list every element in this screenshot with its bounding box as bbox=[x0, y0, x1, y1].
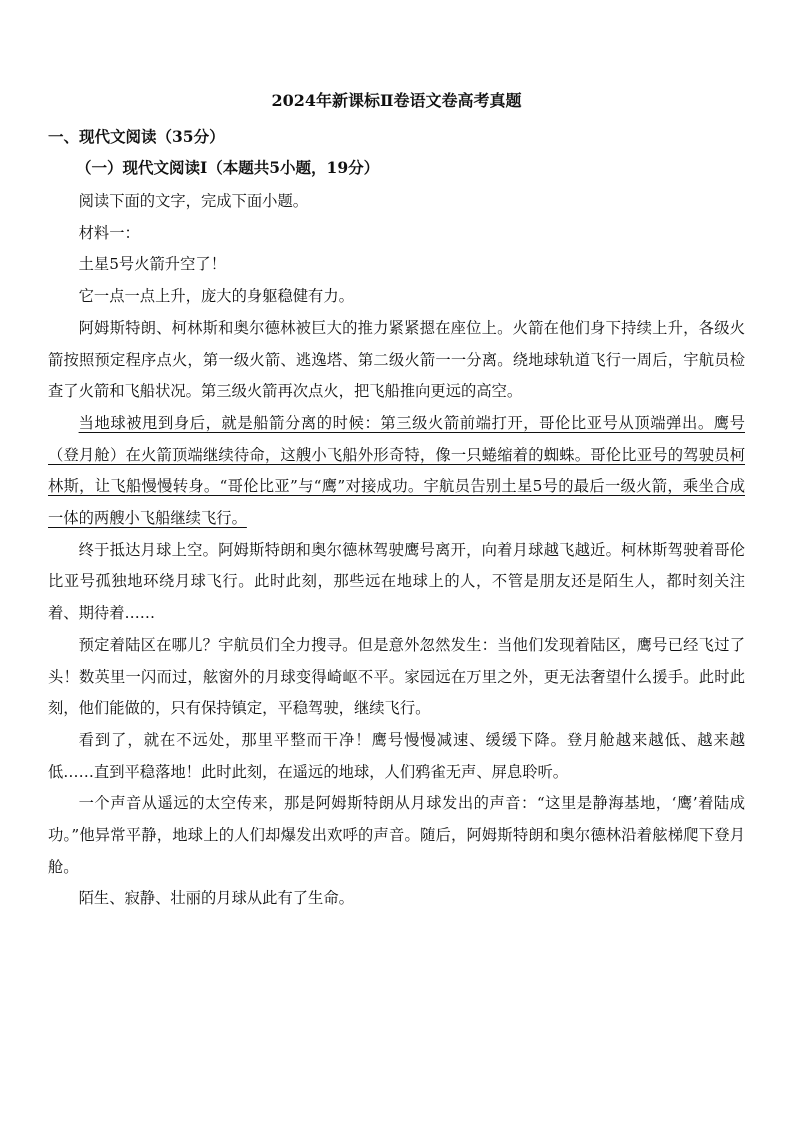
underlined-text: 当地球被甩到身后，就是船箭分离的时候：第三级火箭前端打开，哥伦比亚号从顶端弹出。鹰号（登月舱）在火箭顶端继续待命，这艘小飞船外形奇特，像一只蜷缩着的蜘蛛。哥伦比亚号的驾驶员柯林斯，让飞船慢慢转身。“哥伦比亚”与“鹰”对接成功。宇航员告别土星5号的最后一级火箭，乘坐合成一体的两艘小飞船继续飞行。 bbox=[48, 413, 745, 528]
reading-passage bbox=[48, 186, 745, 915]
paragraph: 土星5号火箭升空了！ bbox=[78, 255, 226, 274]
paragraph: 预定着陆区在哪儿？宇航员们全力搜寻。但是意外忽然发生：当他们发现着陆区，鹰号已经飞过了头！数英里一闪而过，舷窗外的月球变得崎岖不平。家园远在万里之外，更无法奢望什么援手。此时此刻，他们能做的，只有保持镇定，平稳驾驶，继续飞行。 bbox=[48, 635, 745, 718]
page-title: 2024年新课标Ⅱ卷语文卷高考真题 bbox=[271, 91, 522, 110]
material-label: 材料一： bbox=[78, 223, 140, 242]
paragraph: 陌生、寂静、壮丽的月球从此有了生命。 bbox=[78, 889, 354, 908]
subsection-heading: （一）现代文阅读Ⅰ（本题共5小题，19分） bbox=[76, 158, 380, 177]
paragraph: 终于抵达月球上空。阿姆斯特朗和奥尔德林驾驶鹰号离开，向着月球越飞越近。柯林斯驾驶着哥伦比亚号孤独地环绕月球飞行。此时此刻，那些远在地球上的人，不管是朋友还是陌生人，都时刻关注着、期待着…… bbox=[48, 540, 745, 623]
paragraph: 阿姆斯特朗、柯林斯和奥尔德林被巨大的推力紧紧摁在座位上。火箭在他们身下持续上升，各级火箭按照预定程序点火，第一级火箭、逃逸塔、第二级火箭一一分离。绕地球轨道飞行一周后，宇航员检查了火箭和飞船状况。第三级火箭再次点火，把飞船推向更远的高空。 bbox=[48, 318, 745, 401]
paragraph: 一个声音从遥远的太空传来，那是阿姆斯特朗从月球发出的声音：“这里是静海基地，‘鹰’着陆成功。”他异常平静，地球上的人们却爆发出欢呼的声音。随后，阿姆斯特朗和奥尔德林沿着舷梯爬下登月舱。 bbox=[48, 794, 745, 876]
paragraph: 看到了，就在不远处，那里平整而干净！鹰号慢慢减速、缓缓下降。登月舱越来越低、越来越低……直到平稳落地！此时此刻，在遥远的地球，人们鸦雀无声、屏息聆听。 bbox=[48, 730, 745, 781]
paragraph: 它一点一点上升，庞大的身躯稳健有力。 bbox=[78, 287, 354, 306]
section-heading: 一、现代文阅读（35分） bbox=[48, 127, 225, 146]
instruction-text: 阅读下面的文字，完成下面小题。 bbox=[78, 192, 309, 210]
underlined-paragraph bbox=[48, 408, 745, 535]
